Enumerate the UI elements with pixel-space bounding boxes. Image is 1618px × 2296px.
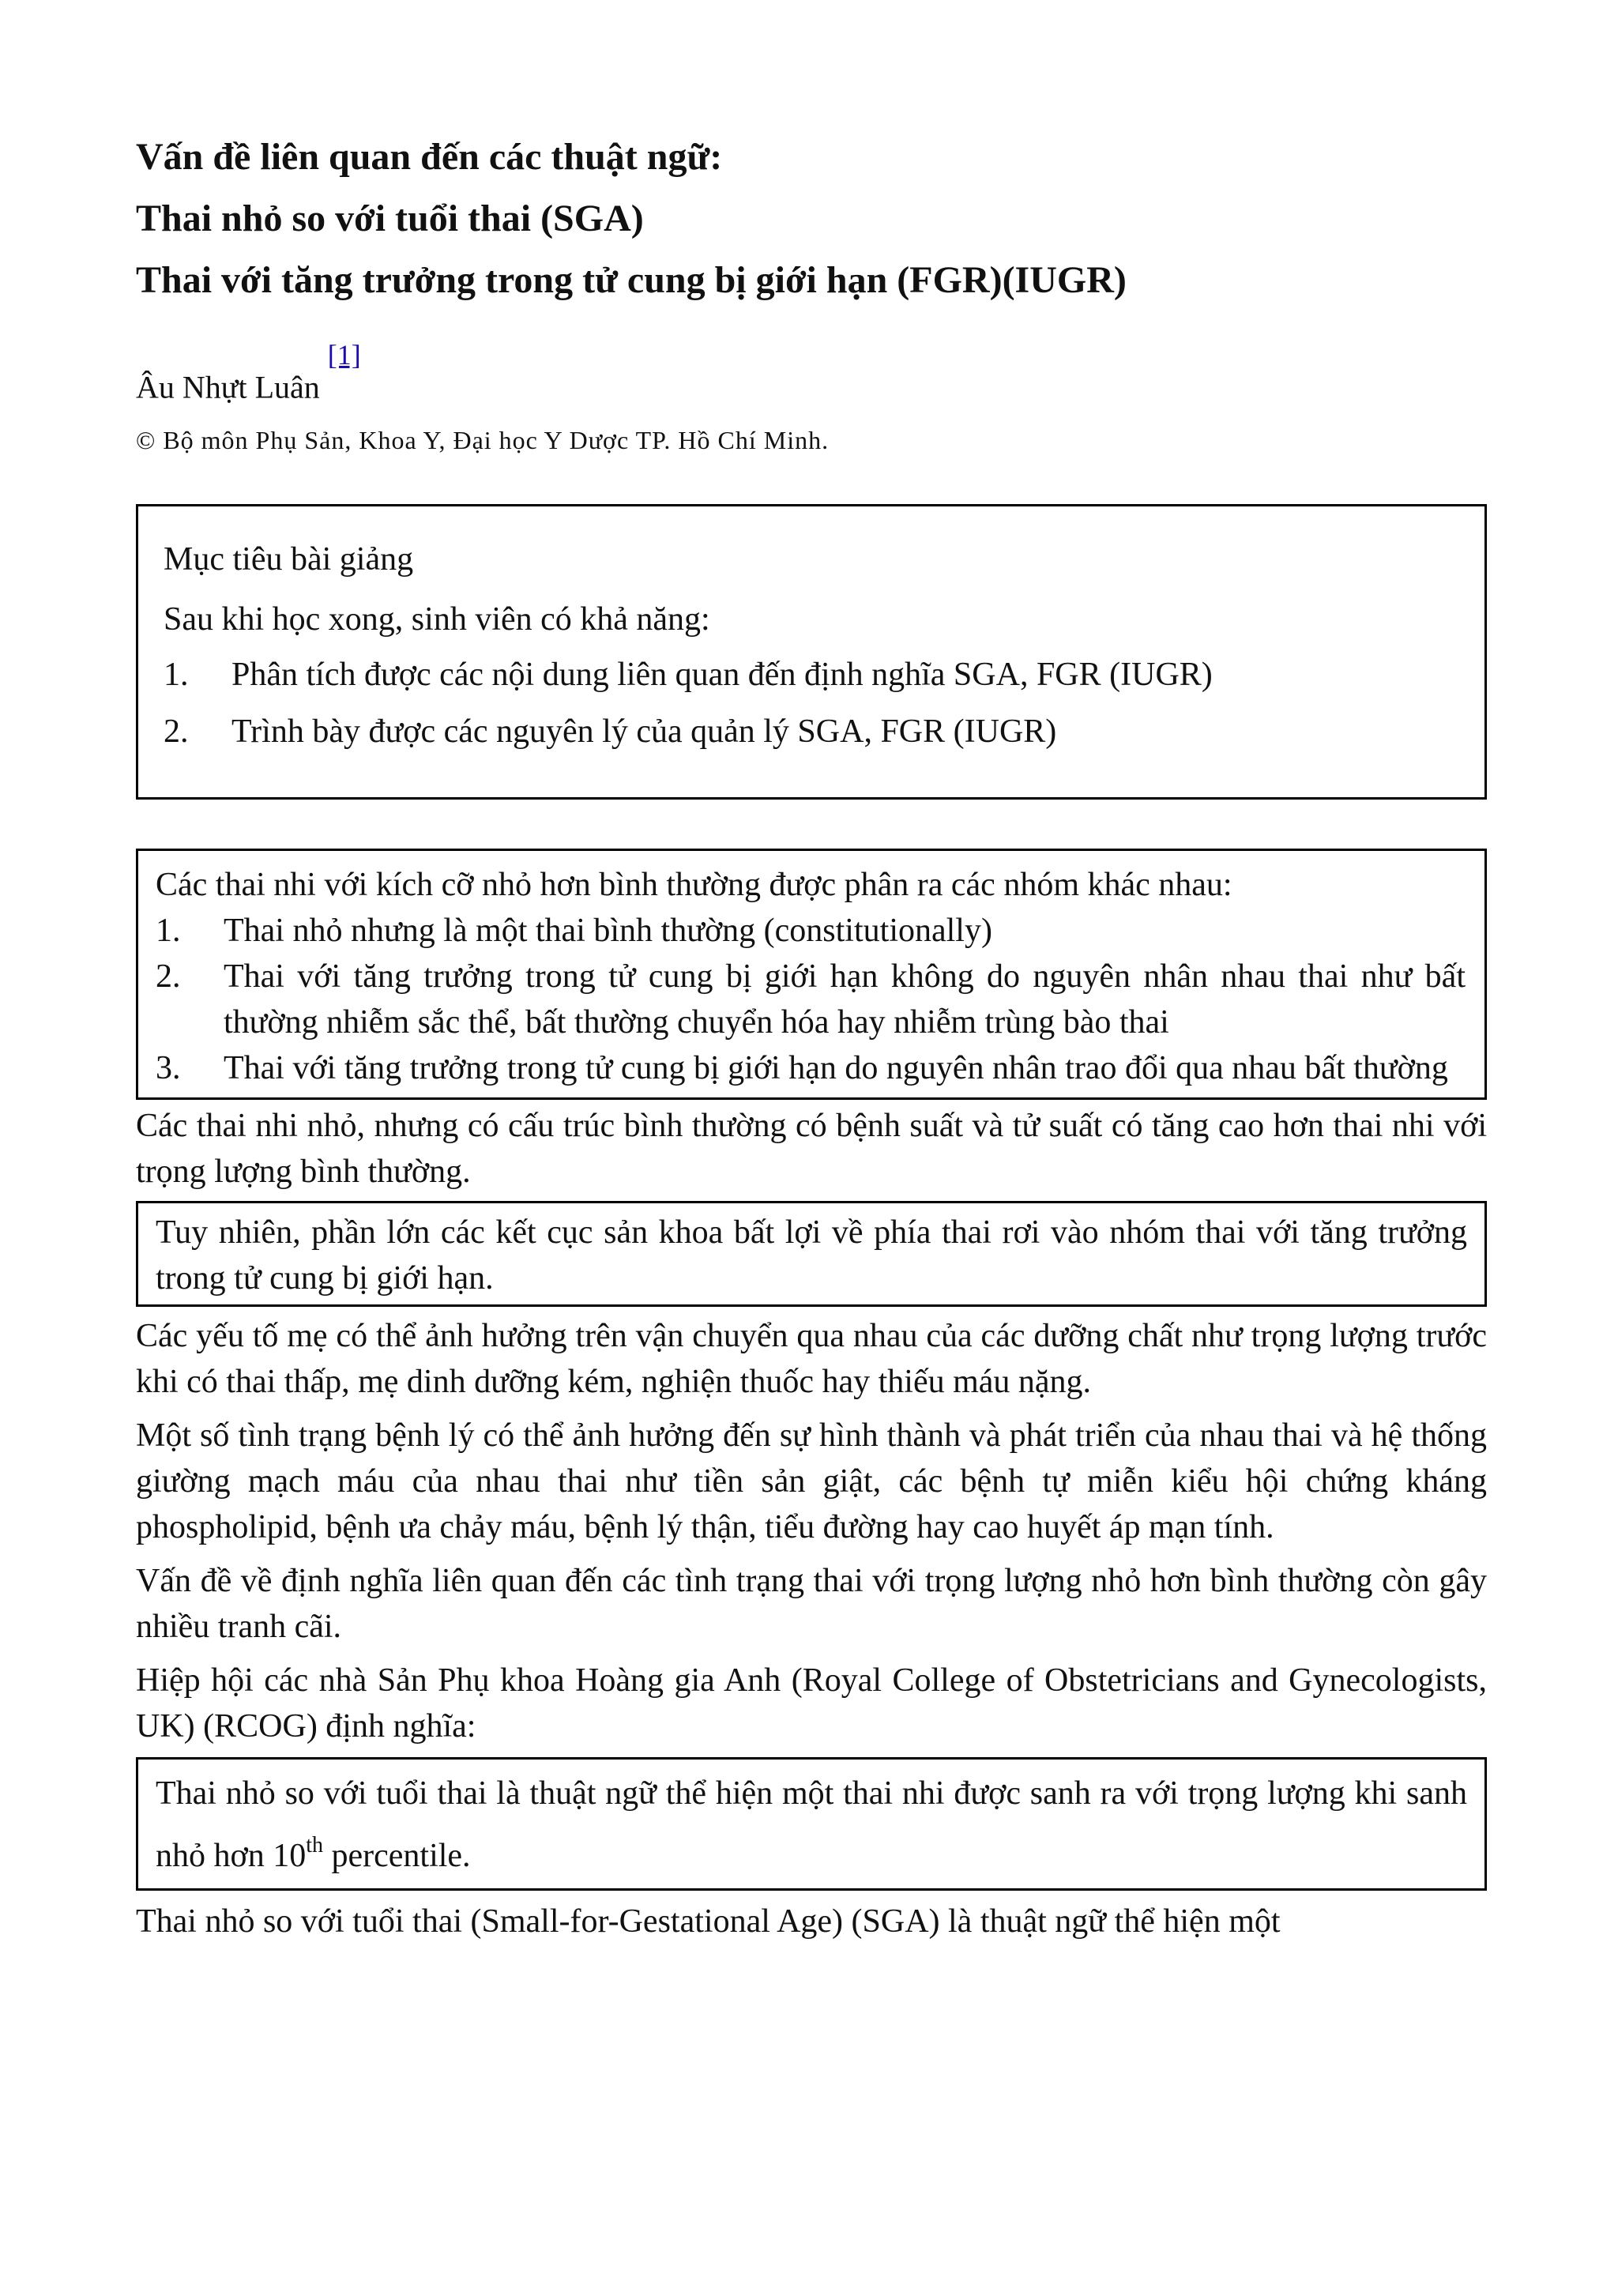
copyright-line: © Bộ môn Phụ Sản, Khoa Y, Đại học Y Dược TP. Hồ Chí Minh. [136,426,830,455]
paragraph-6: Thai nhỏ so với tuổi thai (Small-for-Gestational Age) (SGA) là thuật ngữ thể hiện một [136,1903,1281,1940]
definition-box [136,1757,1487,1891]
adverse-outcomes-text: Tuy nhiên, phần lớn các kết cục sản khoa bất lợi về phía thai rơi vào nhóm thai với tăng trưởng trong tử cung bị giới hạn. [156,1214,1467,1297]
paragraph-4: Vấn đề về định nghĩa liên quan đến các tình trạng thai với trọng lượng nhỏ hơn bình thường còn gây nhiều tranh cãi. [136,1563,1487,1646]
list-number: 2. [156,958,181,996]
definition-text-end: percentile. [323,1838,471,1875]
paragraph-3: Một số tình trạng bệnh lý có thể ảnh hưởng đến sự hình thành và phát triển của nhau thai và hệ thống giường mạch máu của nhau thai như tiền sản giật, các bệnh tự miễn kiểu hội chứng kháng phospholipid, bệnh ưa chảy máu, bệnh lý thận, tiểu đường hay cao huyết áp mạn tính. [136,1417,1487,1546]
list-text: Thai với tăng trưởng trong tử cung bị giới hạn không do nguyên nhân nhau thai như bất thường nhiễm sắc thể, bất thường chuyển hóa hay nhiễm trùng bào thai [224,958,1466,1041]
list-text: Trình bày được các nguyên lý của quản lý SGA, FGR (IUGR) [231,713,1057,751]
document-page [136,134,1487,1944]
definition-text-main: Thai nhỏ so với tuổi thai là thuật ngữ thể hiện một thai nhi được sanh ra với trọng lượng khi sanh nhỏ hơn 10 [156,1775,1467,1875]
list-item [164,709,1459,755]
list-number: 2. [164,713,189,751]
title-block [136,134,1487,303]
adverse-outcomes-box [136,1201,1487,1307]
paragraph-5: Hiệp hội các nhà Sản Phụ khoa Hoàng gia Anh (Royal College of Obstetricians and Gynecologists, UK) (RCOG) định nghĩa: [136,1662,1487,1745]
list-text: Phân tích được các nội dung liên quan đến định nghĩa SGA, FGR (IUGR) [231,657,1213,694]
footnote-link[interactable]: [1] [327,339,361,371]
list-item [156,908,1466,954]
groups-intro: Các thai nhi với kích cỡ nhỏ hơn bình thường được phân ra các nhóm khác nhau: [156,867,1232,904]
title-line-1: Vấn đề liên quan đến các thuật ngữ: [136,136,723,178]
list-number: 1. [164,657,189,694]
list-text: Thai với tăng trưởng trong tử cung bị giới hạn do nguyên nhân trao đổi qua nhau bất thường [224,1050,1448,1087]
paragraph-1: Các thai nhi nhỏ, nhưng có cấu trúc bình thường có bệnh suất và tử suất có tăng cao hơn thai nhi với trọng lượng bình thường. [136,1108,1487,1191]
list-number: 1. [156,913,181,950]
definition-superscript: th [306,1833,323,1858]
list-item [156,954,1466,1045]
paragraph-2: Các yếu tố mẹ có thể ảnh hưởng trên vận chuyển qua nhau của các dưỡng chất như trọng lượng trước khi có thai thấp, mẹ dinh dưỡng kém, nghiện thuốc hay thiếu máu nặng. [136,1318,1487,1401]
title-line-3: Thai với tăng trưởng trong tử cung bị giới hạn (FGR)(IUGR) [136,259,1127,301]
author-name: Âu Nhựt Luân [136,369,320,405]
list-number: 3. [156,1050,181,1087]
list-item [164,652,1459,698]
list-text: Thai nhỏ nhưng là một thai bình thường (constitutionally) [224,913,992,950]
objectives-box [136,504,1487,800]
objectives-heading: Mục tiêu bài giảng [164,541,414,578]
list-item [156,1045,1466,1091]
title-line-2: Thai nhỏ so với tuổi thai (SGA) [136,198,644,239]
groups-box [136,849,1487,1100]
objectives-intro: Sau khi học xong, sinh viên có khả năng: [164,601,710,638]
author-line [136,338,1487,405]
definition-text [156,1767,1467,1882]
